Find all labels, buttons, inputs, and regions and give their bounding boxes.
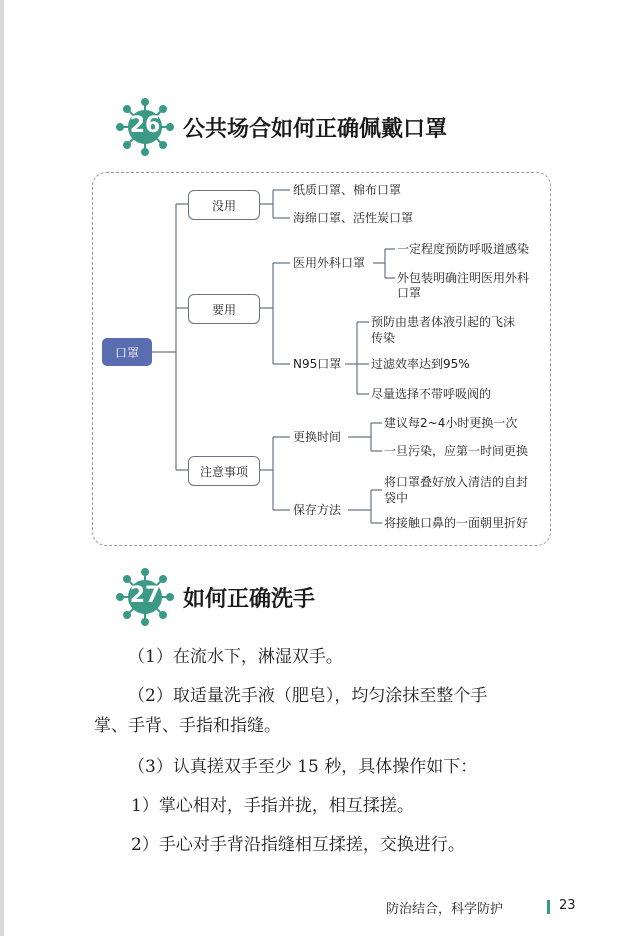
leaf: 将口罩叠好放入清洁的自封 [384,475,529,489]
leaf: 口罩 [397,286,422,300]
leaf: 过滤效率达到95% [371,357,470,371]
node-useful: 要用 [188,294,260,324]
section-title: 公共场合如何正确佩戴口罩 [183,117,448,142]
section-number: 27 [129,583,161,608]
paragraph: 2）手心对手背沿指缝相互揉搓，交换进行。 [131,835,465,855]
node-surgical: 医用外科口罩 [293,256,366,270]
mindmap-root: 口罩 [102,338,152,366]
leaf: 纸质口罩、棉布口罩 [293,183,402,197]
footer-divider [547,900,550,914]
section-number: 26 [129,113,161,138]
node-storage: 保存方法 [293,503,342,517]
leaf: 将接触口鼻的一面朝里折好 [384,516,529,530]
page-number: 23 [559,898,576,913]
node-n95: N95口罩 [293,357,342,371]
section-title: 如何正确洗手 [183,587,316,612]
node-replace: 更换时间 [293,430,342,444]
paragraph: （1）在流水下，淋湿双手。 [128,647,343,667]
leaf: 一定程度预防呼吸道感染 [397,242,530,256]
leaf: 预防由患者体液引起的飞沫 [371,315,516,329]
leaf: 建议每2~4小时更换一次 [384,416,518,430]
leaf: 尽量选择不带呼吸阀的 [371,387,492,401]
leaf: 外包装明确注明医用外科 [397,271,530,285]
leaf: 袋中 [384,491,409,505]
node-useless: 没用 [188,190,260,220]
paragraph: （3）认真搓双手至少 15 秒，具体操作如下： [128,757,478,777]
node-notes: 注意事项 [188,456,260,486]
leaf: 海绵口罩、活性炭口罩 [293,211,414,225]
leaf: 传染 [371,331,396,345]
paragraph: 1）掌心相对，手指并拢，相互揉搓。 [131,796,414,816]
leaf: 一旦污染，应第一时间更换 [384,444,529,458]
paragraph: 掌、手背、手指和指缝。 [94,716,281,736]
paragraph: （2）取适量洗手液（肥皂），均匀涂抹至整个手 [128,686,488,706]
footer-text: 防治结合，科学防护 [386,902,504,917]
